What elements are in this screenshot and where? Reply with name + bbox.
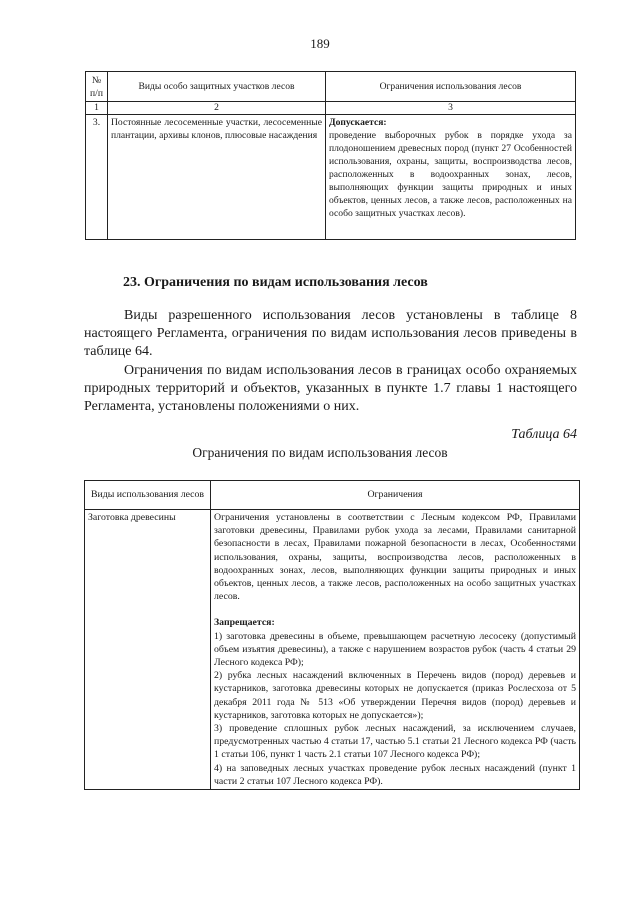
- row-restrictions: [211, 510, 580, 790]
- header-number: № п/п: [86, 72, 108, 102]
- table-protective-areas: [85, 71, 576, 240]
- prohibited-item-2: 2) рубка лесных насаждений включенных в Перечень видов (пород) деревьев и кустарников, заготовка древесины которых не допускается (приказ Рослесхоза от 5 декабря 2011 года № 513 «Об утверждении Перечня видов (пород) деревьев и кустарников, заготовка которых не допускается»);: [214, 670, 576, 721]
- prohibited-item-3: 3) проведение сплошных рубок лесных насаждений, за исключением случаев, предусмотренных частью 4 статьи 17, частью 5.1 статьи 21 Лесного кодекса РФ (часть 1 статьи 106, пункт 1 часть 2.1 статьи 107 Лесного кодекса РФ);: [214, 723, 576, 761]
- table-row: [86, 115, 576, 240]
- section-heading: 23. Ограничения по видам использования лесов: [123, 275, 428, 290]
- prohibited-title: Запрещается:: [214, 617, 275, 629]
- row-usage-type: Заготовка древесины: [85, 510, 211, 790]
- restrictions-intro: Ограничения установлены в соответствии с Лесным кодексом РФ, Правилами заготовки древесины, Правилами рубок ухода за лесами, Правилами санитарной безопасности в лесах, Правилами пожарной безопасности в лесах, Особенностями использования, охраны, защиты, воспроизводства лесов, расположенных в водоохранных зонах, лесов, выполняющих функции защиты природных и иных объектов, ценных лесов, а также лесов, расположенных на особо защитных участках лесов.: [214, 512, 576, 603]
- prohibited-item-4: 4) на заповедных лесных участках проведение рубок лесных насаждений (пункт 1 части 2 статьи 107 Лесного кодекса РФ).: [214, 762, 576, 787]
- allowed-title: Допускается:: [329, 117, 387, 128]
- col-number-2: 2: [108, 102, 326, 115]
- col-number-1: 1: [86, 102, 108, 115]
- table-row: [85, 510, 580, 790]
- table-usage-restrictions: [84, 480, 580, 790]
- header-restrictions: Ограничения: [211, 481, 580, 510]
- row-number: 3.: [86, 115, 108, 240]
- table-header-row: [86, 72, 576, 102]
- page-number: 189: [310, 36, 330, 51]
- paragraph-2: Ограничения по видам использования лесов в границах особо охраняемых природных территорий и объектов, указанных в пункте 1.7 главы 1 настоящего Регламента, установлены положениями о них.: [84, 363, 577, 414]
- table-title: Ограничения по видам использования лесов: [192, 445, 448, 460]
- paragraph-1: Виды разрешенного использования лесов установлены в таблице 8 настоящего Регламента, ограничения по видам использования лесов приведены в таблице 64.: [84, 308, 577, 359]
- row-area-type: Постоянные лесосеменные участки, лесосеменные плантации, архивы клонов, плюсовые насаждения: [108, 115, 326, 240]
- allowed-text: проведение выборочных рубок в порядке ухода за плодоношением древесных пород (пункт 27 Особенностей использования, охраны, защиты, воспроизводства лесов, расположенных в водоохранных зонах, лесов, выполняющих функции защиты природных и иных объектов, ценных лесов, а также лесов, расположенных на особо защитных участках лесов).: [329, 130, 572, 219]
- row-restrictions: [326, 115, 576, 240]
- column-number-row: [86, 102, 576, 115]
- col-number-3: 3: [326, 102, 576, 115]
- table-caption: Таблица 64: [511, 427, 577, 442]
- header-usage-type: Виды использования лесов: [85, 481, 211, 510]
- header-restrictions: Ограничения использования лесов: [326, 72, 576, 102]
- prohibited-item-1: 1) заготовка древесины в объеме, превышающем расчетную лесосеку (допустимый объем изъятия древесины), а также с нарушением возрастов рубок (часть 4 статьи 29 Лесного кодекса РФ);: [214, 630, 576, 669]
- table-header-row: [85, 481, 580, 510]
- header-area-type: Виды особо защитных участков лесов: [108, 72, 326, 102]
